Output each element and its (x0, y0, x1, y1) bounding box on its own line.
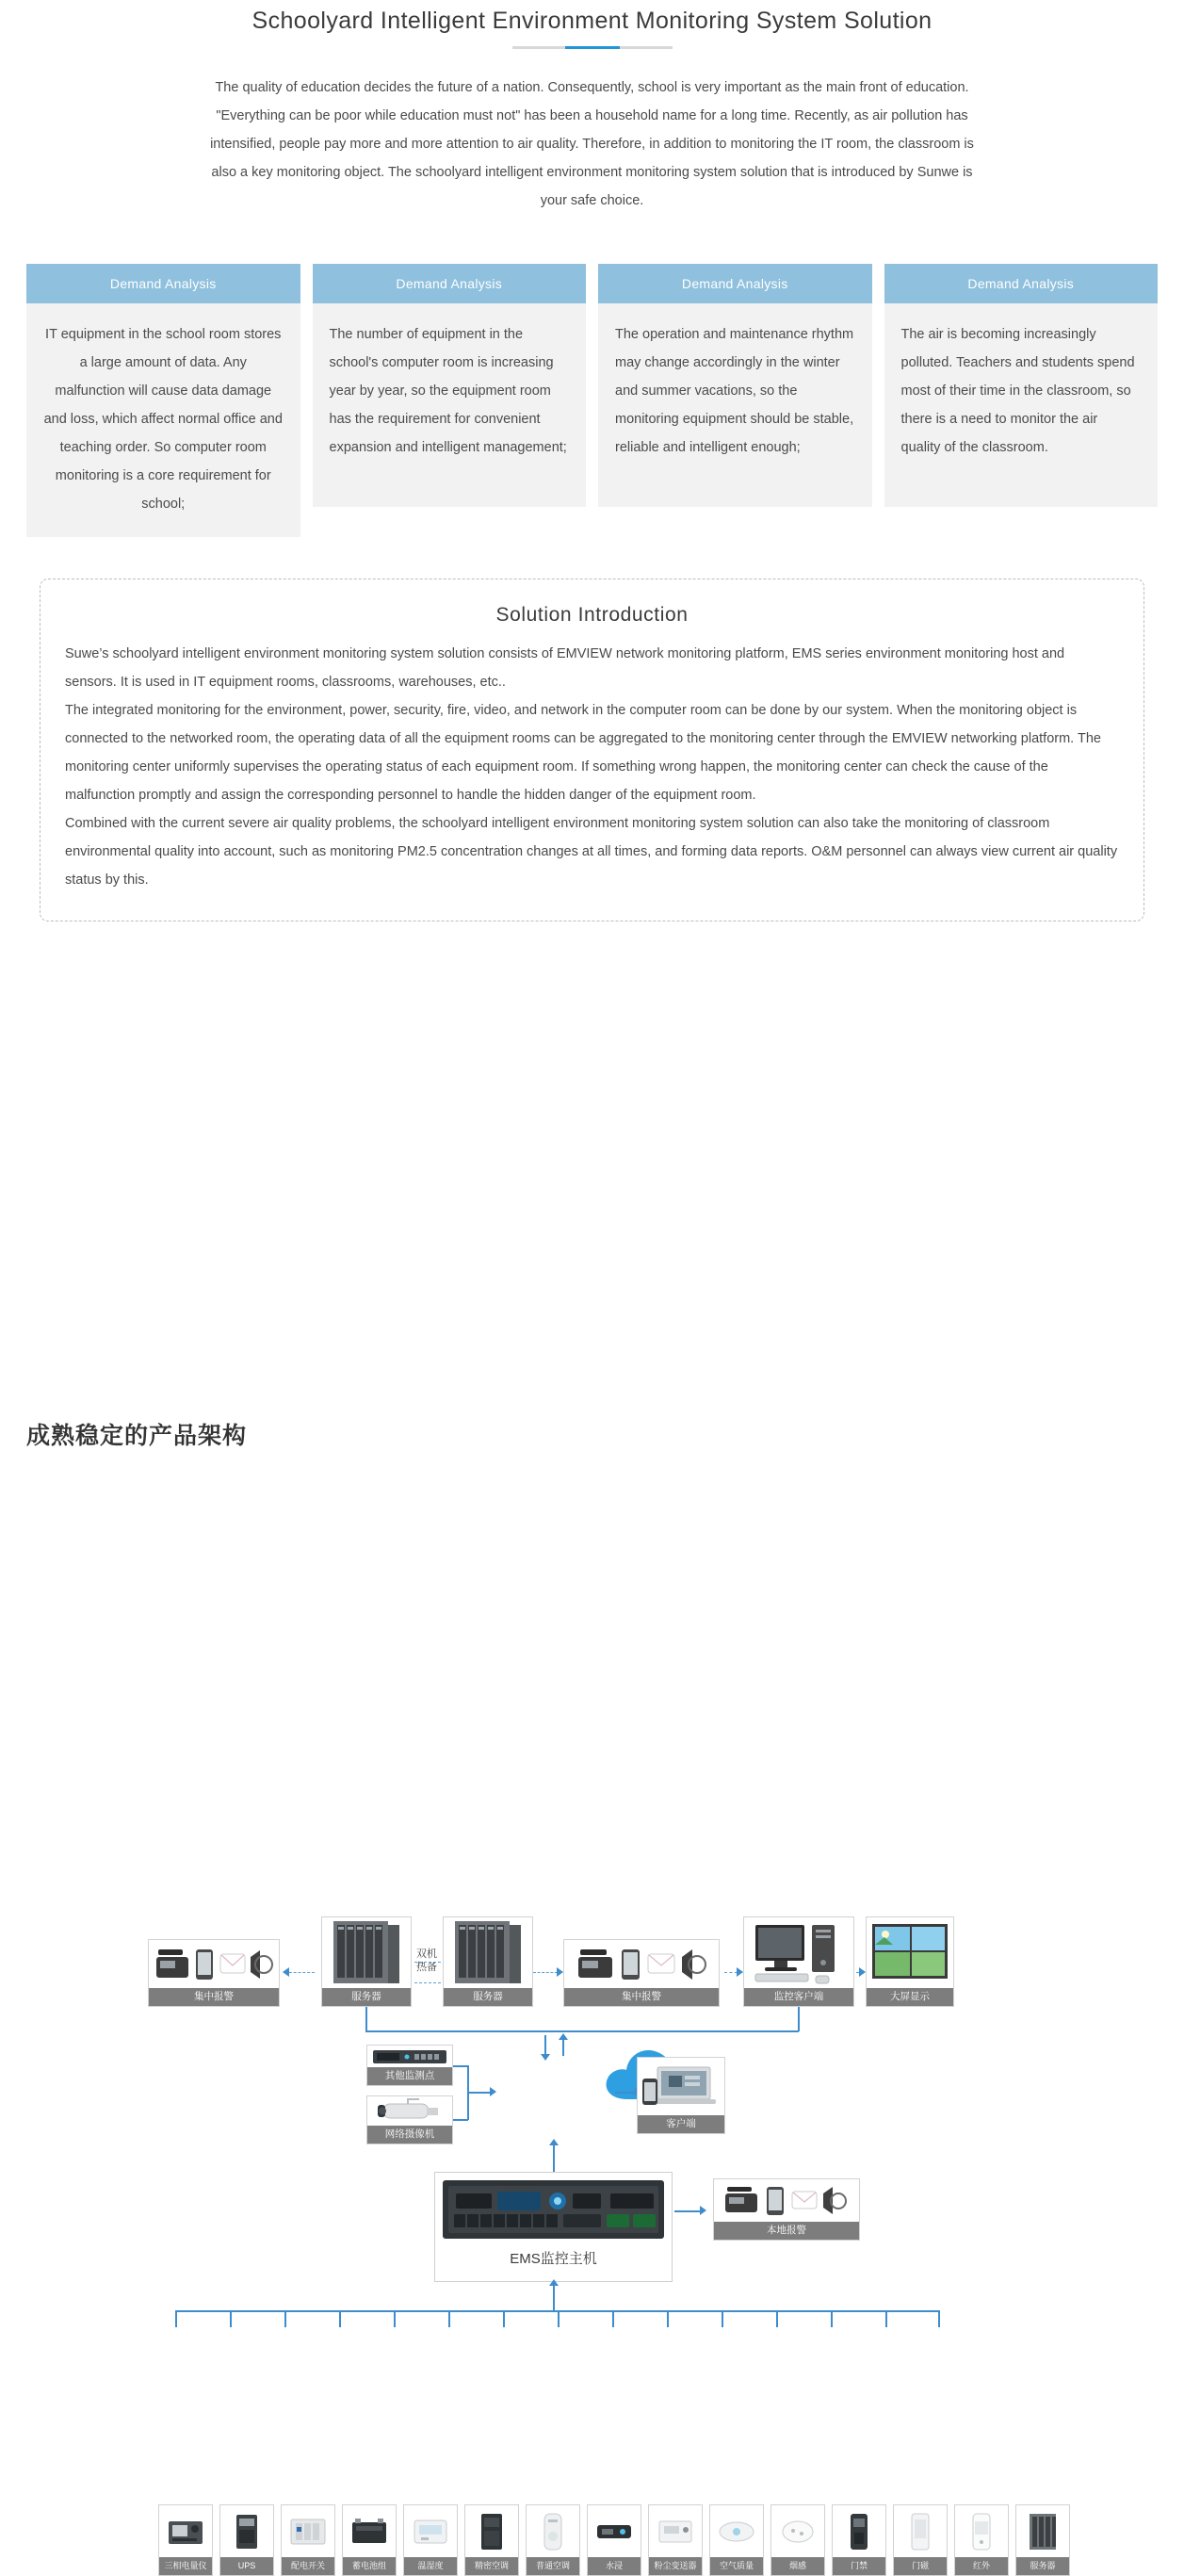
architecture-diagram (0, 954, 1184, 2570)
connector-arrow (490, 2087, 496, 2096)
battery-icon (343, 2505, 396, 2557)
sensor-precision-ac (464, 2504, 519, 2576)
connector-line (448, 2310, 450, 2327)
infrared-sensor-icon (955, 2505, 1008, 2557)
connector-arrow (859, 1967, 866, 1977)
precision-ac-icon (465, 2505, 518, 2557)
demand-card-body: The number of equipment in the school's computer room is increasing year by year, so the equipment room has the requirement for convenient expansion and intelligent management; (329, 327, 567, 455)
page-title: Schoolyard Intelligent Environment Monitoring System Solution (251, 8, 933, 34)
sensor-ups (219, 2504, 274, 2576)
node-caption: 烟感 (771, 2557, 824, 2575)
desktop-computer-icon (744, 1917, 853, 1988)
air-quality-icon (710, 2505, 763, 2557)
node-caption: 其他监测点 (367, 2067, 452, 2085)
connector-arrow (557, 1967, 563, 1977)
sensor-smoke-detector (770, 2504, 825, 2576)
air-conditioner-icon (527, 2505, 579, 2557)
connector-line (453, 2065, 468, 2067)
node-server-1 (321, 1916, 412, 2007)
sensor-power-switch (281, 2504, 335, 2576)
server-icon (1016, 2505, 1069, 2557)
alarm-devices-icon (149, 1940, 279, 1988)
demand-card-body: The air is becoming increasingly polluted. Teachers and students spend most of their time in the classroom, so there is a need to monitor the air quality of the classroom. (900, 327, 1135, 455)
node-caption: 温湿度 (404, 2557, 457, 2575)
water-leak-icon (588, 2505, 641, 2557)
node-caption: 集中报警 (149, 1988, 279, 2006)
title-underline (512, 46, 673, 49)
node-client (637, 2057, 725, 2134)
sensor-infrared (954, 2504, 1009, 2576)
node-caption: 服务器 (1016, 2557, 1069, 2575)
solution-paragraph-3: Combined with the current severe air quality problems, the schoolyard intelligent environment monitoring system solution can also take the monitoring of classroom environmental quality into account, such as monitoring PM2.5 concentration changes at all times, and forming data reports. O&M personnel can always view current air quality status by this. (65, 816, 1118, 888)
temperature-humidity-icon (404, 2505, 457, 2557)
breaker-icon (282, 2505, 334, 2557)
solution-paragraph-1: Suwe’s schoolyard intelligent environment monitoring system solution consists of EMVIEW network monitoring platform, EMS series environment monitoring host and sensors. It is used in IT equipment rooms, classrooms, warehouses, etc.. (65, 646, 1065, 690)
connector-arrow (559, 2033, 568, 2040)
node-caption: 大屏显示 (867, 1988, 953, 2006)
connector-line (365, 2030, 799, 2032)
smoke-detector-icon (771, 2505, 824, 2557)
sensor-air-quality (709, 2504, 764, 2576)
node-central-alarm-right (563, 1939, 720, 2007)
node-caption: 水浸 (588, 2557, 641, 2575)
node-caption: 三相电量仪 (159, 2557, 212, 2575)
node-local-alarm (713, 2178, 860, 2241)
node-server-2 (443, 1916, 533, 2007)
connector-line (558, 2310, 560, 2327)
connector-line (175, 2310, 938, 2312)
connector-line (831, 2310, 833, 2327)
node-caption: 粉尘变送器 (649, 2557, 702, 2575)
ems-device-icon (435, 2173, 672, 2241)
sensor-water-leak (587, 2504, 641, 2576)
connector-arrow (737, 1967, 743, 1977)
sensor-three-phase-meter (158, 2504, 213, 2576)
node-caption: 网络摄像机 (367, 2126, 452, 2144)
connector-arrow (283, 1967, 289, 1977)
sensor-access-control (832, 2504, 886, 2576)
node-network-camera (366, 2095, 453, 2144)
alarm-devices-icon (714, 2179, 859, 2222)
connector-dash (414, 1982, 441, 1983)
node-caption: 普通空调 (527, 2557, 579, 2575)
node-central-alarm-left (148, 1939, 280, 2007)
demand-card-heading: Demand Analysis (598, 264, 872, 303)
demand-card (884, 264, 1159, 507)
node-large-screen-display (866, 1916, 954, 2007)
node-monitor-client (743, 1916, 854, 2007)
architecture-section-title: 成熟稳定的产品架构 (26, 1423, 248, 1449)
demand-analysis-cards (0, 264, 1184, 537)
connector-line (544, 2035, 546, 2056)
connector-line (175, 2310, 177, 2327)
server-rack-icon (444, 1917, 532, 1988)
node-caption: 客户端 (638, 2115, 724, 2133)
connector-line (503, 2310, 505, 2327)
connector-line (885, 2310, 887, 2327)
connector-line (612, 2310, 614, 2327)
connector-line (453, 2119, 468, 2121)
ems-host-caption: EMS监控主机 (510, 2251, 597, 2267)
connector-arrow (700, 2206, 706, 2215)
connector-line (467, 2092, 491, 2094)
node-caption: 蓄电池组 (343, 2557, 396, 2575)
node-caption: 服务器 (322, 1988, 411, 2006)
node-caption: 服务器 (444, 1988, 532, 2006)
demand-card-heading: Demand Analysis (884, 264, 1159, 303)
demand-card-body: IT equipment in the school room stores a large amount of data. Any malfunction will cause data damage and loss, which affect normal office and teaching order. So computer room monitoring is a core requirement for school; (43, 327, 283, 512)
node-caption: 监控客户端 (744, 1988, 853, 2006)
laptop-phone-icon (638, 2058, 724, 2115)
sensor-strip (158, 2504, 1070, 2576)
power-meter-icon (159, 2505, 212, 2557)
demand-card-heading: Demand Analysis (26, 264, 300, 303)
node-caption: 门禁 (833, 2557, 885, 2575)
node-caption: 空气质量 (710, 2557, 763, 2575)
node-caption: 本地报警 (714, 2222, 859, 2240)
connector-line (284, 2310, 286, 2327)
access-control-icon (833, 2505, 885, 2557)
dual-machine-line1: 双机 (416, 1948, 437, 1960)
sensor-door-magnet (893, 2504, 948, 2576)
connector-line (230, 2310, 232, 2327)
node-caption: 精密空调 (465, 2557, 518, 2575)
connector-line (938, 2310, 940, 2327)
connector-arrow (549, 2139, 559, 2145)
demand-card (26, 264, 300, 537)
connector-dash (724, 1972, 738, 1973)
connector-line (553, 2284, 555, 2310)
connector-arrow (549, 2279, 559, 2286)
dual-machine-line2: 热备 (416, 1962, 437, 1973)
dust-transmitter-icon (649, 2505, 702, 2557)
node-caption: 红外 (955, 2557, 1008, 2575)
server-rack-icon (322, 1917, 411, 1988)
connector-line (776, 2310, 778, 2327)
connector-line (615, 2092, 636, 2094)
connector-line (394, 2310, 396, 2327)
rack-device-icon (367, 2046, 452, 2067)
connector-line (553, 2144, 555, 2172)
intro-paragraph: The quality of education decides the future of a nation. Consequently, school is very important as the main front of education. "Everything can be poor while education must not" has been a household name for a long time. Recently, as air pollution has intensified, people pay more and more attention to air quality. Therefore, in addition to monitoring the IT room, the classroom is also a key monitoring object. The schoolyard intelligent environment monitoring system solution that is introduced by Sunwe is your safe choice. (210, 80, 974, 208)
node-caption: 门磁 (894, 2557, 947, 2575)
sensor-ordinary-ac (526, 2504, 580, 2576)
alarm-devices-icon (564, 1940, 719, 1988)
node-ems-host (434, 2172, 673, 2282)
connector-line (667, 2310, 669, 2327)
connector-line (674, 2210, 701, 2212)
connector-dash (533, 1972, 558, 1973)
demand-card-body: The operation and maintenance rhythm may change accordingly in the winter and summer vacations, so the monitoring equipment should be stable, reliable and intelligent enough; (615, 327, 854, 455)
sensor-server (1015, 2504, 1070, 2576)
demand-card (313, 264, 587, 507)
node-caption: 集中报警 (564, 1988, 719, 2006)
connector-line (365, 2007, 367, 2031)
sensor-battery-group (342, 2504, 397, 2576)
sensor-temp-humidity (403, 2504, 458, 2576)
video-wall-icon (867, 1917, 953, 1988)
connector-line (798, 2007, 800, 2031)
demand-card-heading: Demand Analysis (313, 264, 587, 303)
solution-paragraph-2: The integrated monitoring for the environment, power, security, fire, video, and network in the computer room can be done by our system. When the monitoring object is connected to the networked room, the operating data of all the equipment rooms can be aggregated to the monitoring center through the EMVIEW networking platform. The monitoring center uniformly supervises the operating status of each equipment room. If something wrong happen, the monitoring center can check the cause of the malfunction promptly and assign the corresponding personnel to handle the hidden danger of the equipment room. (65, 703, 1101, 803)
camera-icon (367, 2096, 452, 2126)
node-caption: UPS (220, 2557, 273, 2575)
node-caption: 配电开关 (282, 2557, 334, 2575)
solution-introduction-box (40, 579, 1144, 921)
solution-heading: Solution Introduction (495, 604, 689, 626)
door-magnet-icon (894, 2505, 947, 2557)
demand-card (598, 264, 872, 507)
dual-machine-label (412, 1948, 442, 1974)
sensor-dust-transmitter (648, 2504, 703, 2576)
ups-icon (220, 2505, 273, 2557)
connector-line (722, 2310, 723, 2327)
connector-line (339, 2310, 341, 2327)
node-other-monitor-point (366, 2045, 453, 2086)
connector-dash (414, 1962, 441, 1963)
connector-arrow (541, 2054, 550, 2061)
